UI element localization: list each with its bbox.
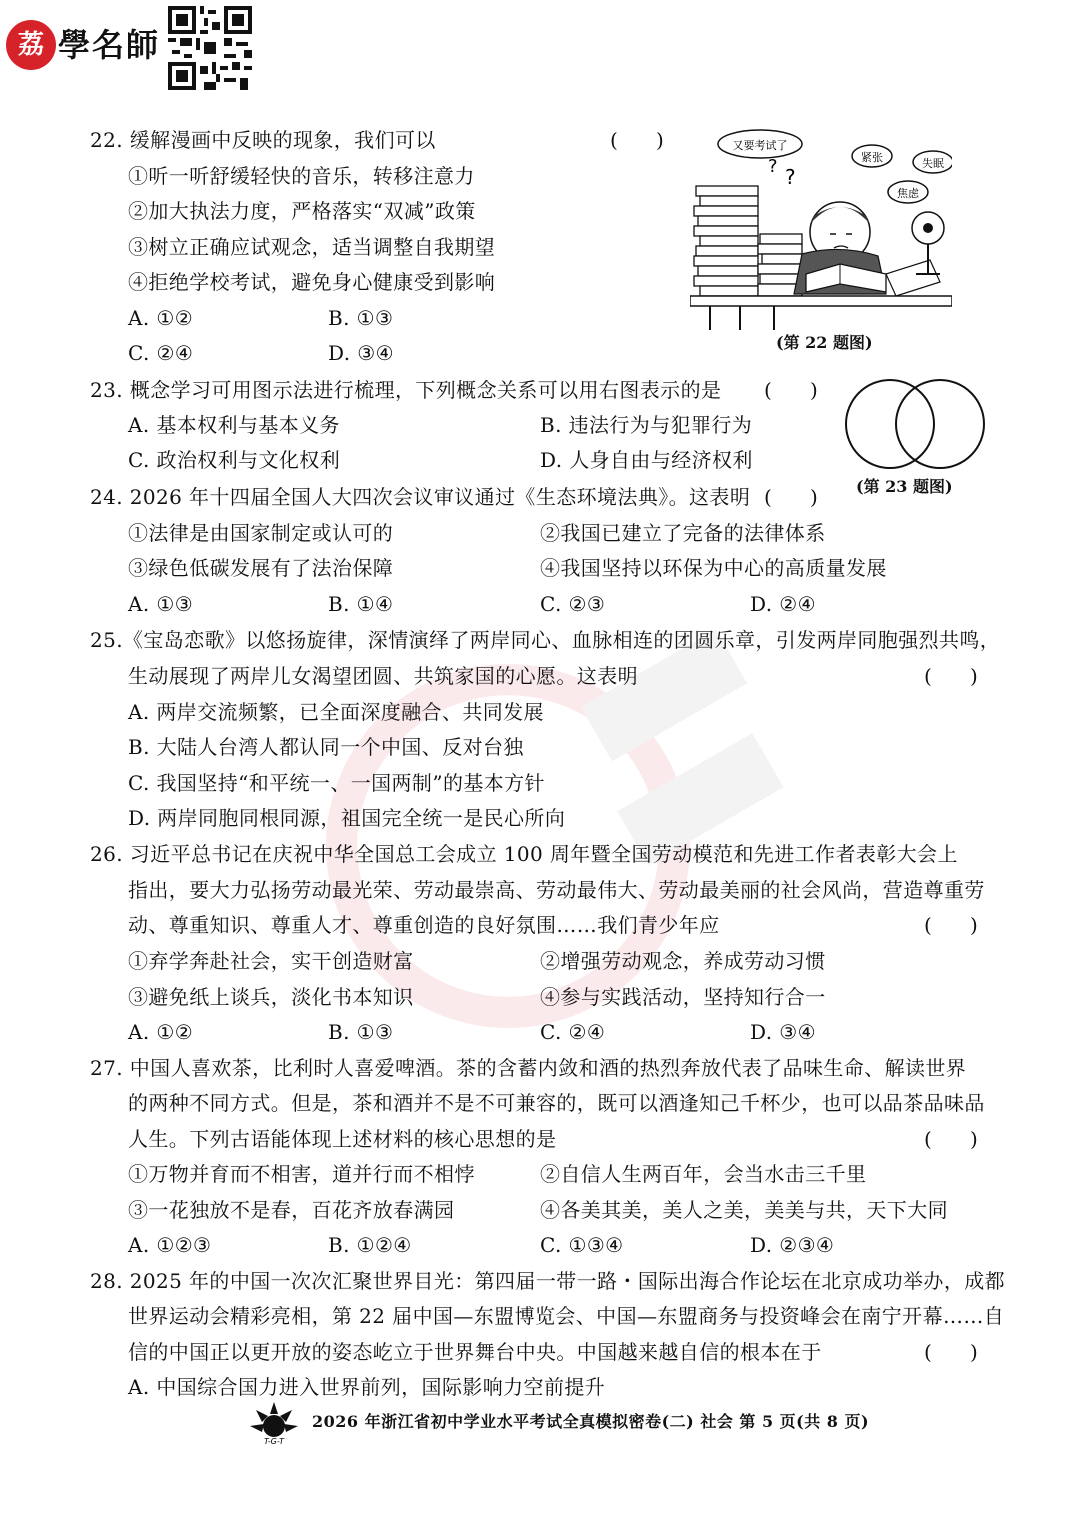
q22-item-4: ④拒绝学校考试，避免身心健康受到影响 (128, 270, 496, 294)
q22-option-c[interactable]: C. ②④ (128, 341, 194, 365)
q26-item-1: ①弃学奔赴社会，实干创造财富 (128, 949, 414, 973)
q28-stem-line-3: 信的中国正以更开放的姿态屹立于世界舞台中央。中国越来越自信的根本在于 (128, 1340, 822, 1364)
q22-stem: 22. 缓解漫画中反映的现象，我们可以 (90, 128, 436, 152)
q25-stem-line-1: 25.《宝岛恋歌》以悠扬旋律，深情演绎了两岸同心、血脉相连的团圆乐章，引发两岸同胞强烈共鸣， (90, 628, 1001, 652)
q23-answer-blank[interactable]: ( ) (764, 378, 818, 402)
q25-answer-blank[interactable]: ( ) (924, 664, 978, 688)
q24-item-2: ②我国已建立了完备的法律体系 (540, 521, 826, 545)
q27-option-a[interactable]: A. ①②③ (128, 1233, 212, 1257)
q24-option-b[interactable]: B. ①④ (328, 592, 394, 616)
q22-answer-blank[interactable]: ( ) (610, 128, 664, 152)
q24-answer-blank[interactable]: ( ) (764, 485, 818, 509)
q25-option-d[interactable]: D. 两岸同胞同根同源，祖国完全统一是民心所向 (128, 806, 566, 830)
q23-option-a[interactable]: A. 基本权利与基本义务 (128, 413, 340, 437)
publisher-logo-text: T-G-T (263, 1437, 285, 1446)
q27-stem-line-1: 27. 中国人喜欢茶，比利时人喜爱啤酒。茶的含蓄内敛和酒的热烈奔放代表了品味生命、解读世界 (90, 1056, 967, 1080)
q27-option-b[interactable]: B. ①②④ (328, 1233, 412, 1257)
q24-option-d[interactable]: D. ②④ (750, 592, 816, 616)
q27-item-1: ①万物并育而不相害，道并行而不相悖 (128, 1162, 475, 1186)
svg-text:?: ? (768, 156, 778, 177)
q22-item-3: ③树立正确应试观念，适当调整自我期望 (128, 235, 496, 259)
q22-option-b[interactable]: B. ①③ (328, 306, 394, 330)
q26-stem-line-3: 动、尊重知识、尊重人才、尊重创造的良好氛围……我们青少年应 (128, 913, 720, 937)
q24-option-c[interactable]: C. ②③ (540, 592, 606, 616)
q22-item-1: ①听一听舒缓轻快的音乐，转移注意力 (128, 164, 475, 188)
q27-stem-line-2: 的两种不同方式。但是，茶和酒并不是不可兼容的，既可以酒逢知己千杯少，也可以品茶品味品 (128, 1091, 985, 1115)
qr-code-icon (168, 6, 252, 90)
q27-answer-blank[interactable]: ( ) (924, 1127, 978, 1151)
q27-item-2: ②自信人生两百年，会当水击三千里 (540, 1162, 867, 1186)
q26-item-3: ③避免纸上谈兵，淡化书本知识 (128, 985, 414, 1009)
q26-item-2: ②增强劳动观念，养成劳动习惯 (540, 949, 826, 973)
q28-option-a[interactable]: A. 中国综合国力进入世界前列，国际影响力空前提升 (128, 1375, 606, 1399)
q23-option-b[interactable]: B. 违法行为与犯罪行为 (540, 413, 753, 437)
q27-stem-line-3: 人生。下列古语能体现上述材料的核心思想的是 (128, 1127, 557, 1151)
q27-option-d[interactable]: D. ②③④ (750, 1233, 835, 1257)
q24-item-1: ①法律是由国家制定或认可的 (128, 521, 394, 545)
q25-option-b[interactable]: B. 大陆人台湾人都认同一个中国、反对台独 (128, 735, 524, 759)
page-footer: 2026 年浙江省初中学业水平考试全真模拟密卷(二) 社会 第 5 页(共 8 页) (312, 1412, 870, 1431)
cartoon-insomnia-text: 失眠 (922, 157, 944, 170)
q28-stem-line-1: 28. 2025 年的中国一次次汇聚世界目光：第四届一带一路・国际出海合作论坛在北京成功举办，成都 (90, 1269, 1006, 1293)
cartoon-bubble-text: 又要考试了 (732, 139, 788, 152)
q23-option-c[interactable]: C. 政治权利与文化权利 (128, 448, 341, 472)
q26-option-b[interactable]: B. ①③ (328, 1020, 394, 1044)
q26-stem-line-2: 指出，要大力弘扬劳动最光荣、劳动最崇高、劳动最伟大、劳动最美丽的社会风尚，营造尊重劳 (128, 878, 985, 902)
q26-answer-blank[interactable]: ( ) (924, 913, 978, 937)
q26-option-d[interactable]: D. ③④ (750, 1020, 816, 1044)
q23-caption: (第 23 题图) (856, 477, 953, 496)
brand-name: 學名師 (58, 26, 161, 64)
q26-option-a[interactable]: A. ①② (128, 1020, 194, 1044)
q22-cartoon-illustration (690, 124, 952, 330)
q24-item-4: ④我国坚持以环保为中心的高质量发展 (540, 556, 887, 580)
q23-stem: 23. 概念学习可用图示法进行梳理，下列概念关系可以用右图表示的是 (90, 378, 722, 402)
q23-option-d[interactable]: D. 人身自由与经济权利 (540, 448, 753, 472)
q25-stem-line-2: 生动展现了两岸儿女渴望团圆、共筑家国的心愿。这表明 (128, 664, 638, 688)
cartoon-anxiety-text: 焦虑 (897, 187, 919, 200)
cartoon-tense-text: 紧张 (861, 151, 883, 164)
q26-stem-line-1: 26. 习近平总书记在庆祝中华全国总工会成立 100 周年暨全国劳动模范和先进工作者表彰大会上 (90, 842, 958, 866)
q22-item-2: ②加大执法力度，严格落实“双减”政策 (128, 199, 476, 223)
publisher-logo-icon (248, 1400, 300, 1446)
q25-option-c[interactable]: C. 我国坚持“和平统一、一国两制”的基本方针 (128, 771, 545, 795)
q22-caption: (第 22 题图) (776, 333, 873, 352)
q22-option-a[interactable]: A. ①② (128, 306, 194, 330)
q24-stem: 24. 2026 年十四届全国人大四次会议审议通过《生态环境法典》。这表明 (90, 485, 751, 509)
q27-item-3: ③一花独放不是春，百花齐放春满园 (128, 1198, 455, 1222)
q27-item-4: ④各美其美，美人之美，美美与共，天下大同 (540, 1198, 948, 1222)
q27-option-c[interactable]: C. ①③④ (540, 1233, 624, 1257)
brand-logo-icon: 荔 (6, 20, 56, 70)
q24-option-a[interactable]: A. ①③ (128, 592, 194, 616)
q28-answer-blank[interactable]: ( ) (924, 1340, 978, 1364)
q22-option-d[interactable]: D. ③④ (328, 341, 394, 365)
svg-text:?: ? (785, 165, 796, 189)
q24-item-3: ③绿色低碳发展有了法治保障 (128, 556, 394, 580)
q28-stem-line-2: 世界运动会精彩亮相，第 22 届中国—东盟博览会、中国—东盟商务与投资峰会在南宁开幕……自 (128, 1304, 1005, 1328)
q26-item-4: ④参与实践活动，坚持知行合一 (540, 985, 826, 1009)
q23-venn-diagram (842, 374, 988, 474)
q25-option-a[interactable]: A. 两岸交流频繁，已全面深度融合、共同发展 (128, 700, 544, 724)
q26-option-c[interactable]: C. ②④ (540, 1020, 606, 1044)
